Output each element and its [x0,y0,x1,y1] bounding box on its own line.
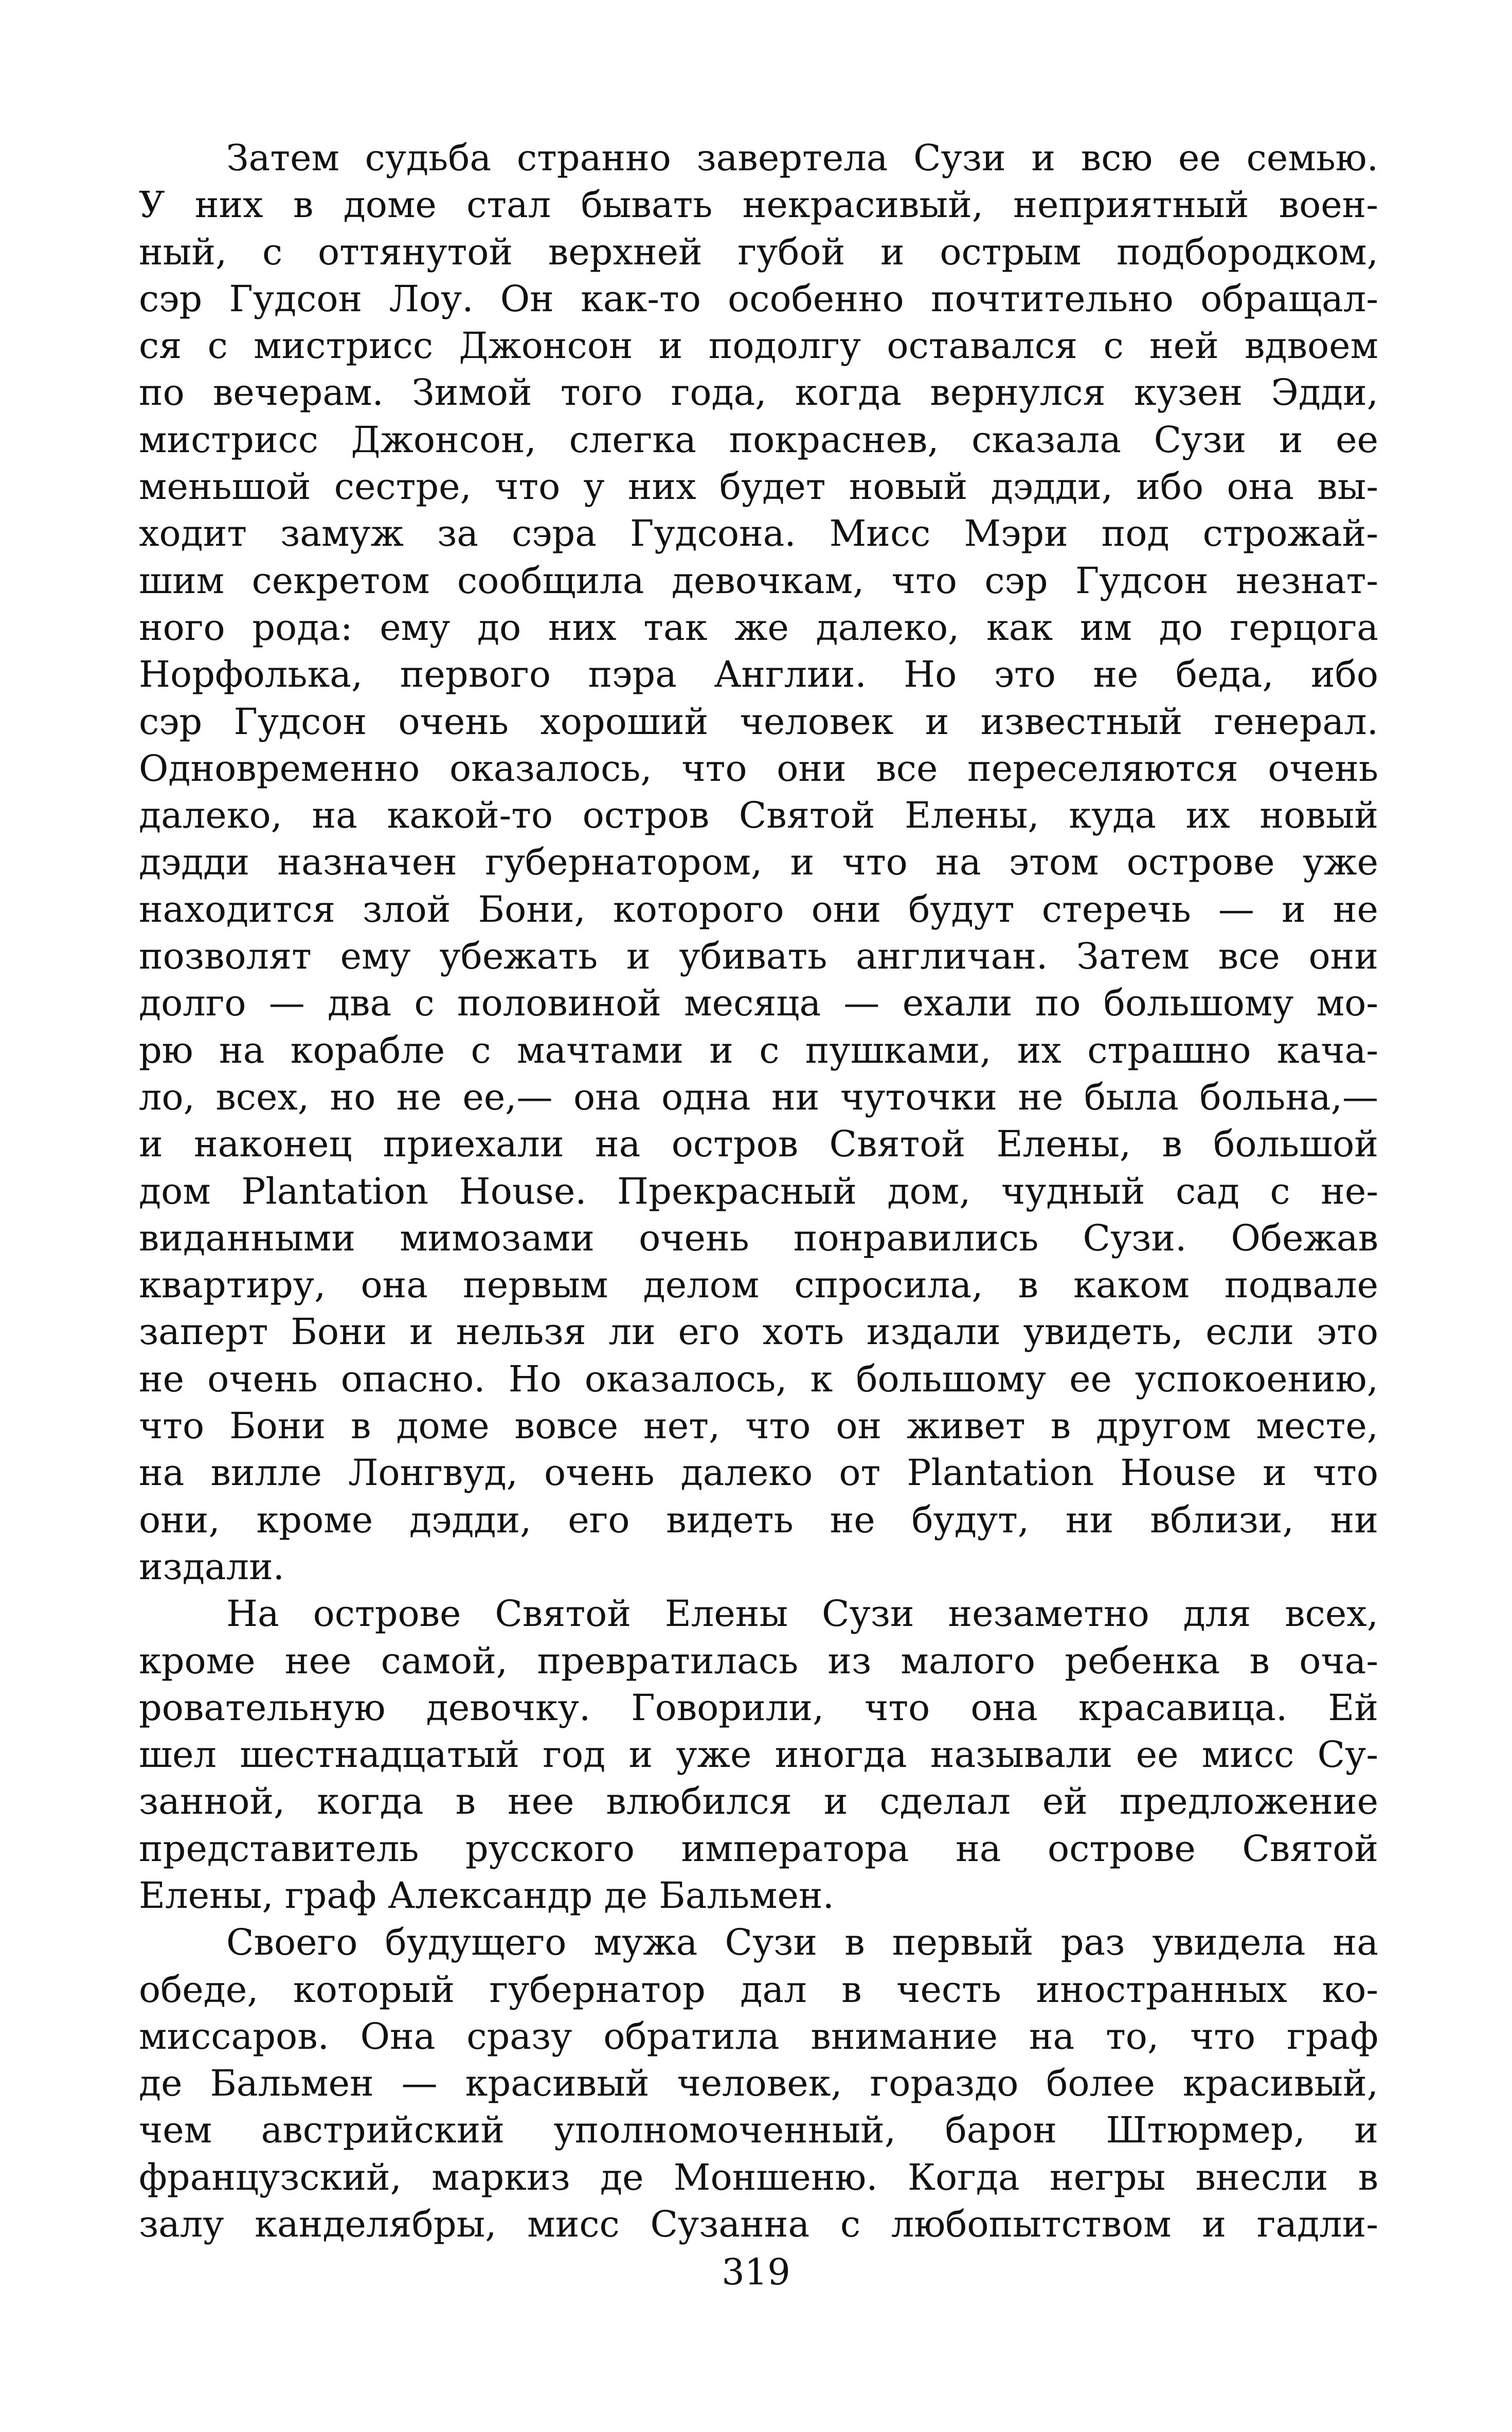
text-line: далеко, на какой-то остров Святой Елены, куда их новый [139,794,1378,837]
text-line: Одновременно оказалось, что они все переселяются очень [139,747,1378,790]
text-line: находится злой Бони, которого они будут стеречь — и не [139,888,1378,931]
text-line: долго — два с половиной месяца — ехали по большому мо- [139,982,1378,1025]
text-line: миссаров. Она сразу обратила внимание на то, что граф [139,2015,1378,2058]
text-line: ло, всех, но не ее,— она одна ни чуточки не была больна,— [139,1076,1378,1118]
text-line: и наконец приехали на остров Святой Елены, в большой [139,1123,1378,1166]
text-line: ровательную девочку. Говорили, что она красавица. Ей [139,1686,1378,1729]
text-line: шел шестнадцатый год и уже иногда называли ее мисс Су- [139,1733,1378,1776]
text-line: они, кроме дэдди, его видеть не будут, ни вблизи, ни [139,1498,1378,1541]
text-line: занной, когда в нее влюбился и сделал ей предложение [139,1780,1378,1823]
text-line: Затем судьба странно завертела Сузи и всю ее семью. [226,137,1378,179]
text-line: заперт Бони и нельзя ли его хоть издали увидеть, если это [139,1311,1378,1353]
text-line: У них в доме стал бывать некрасивый, неприятный воен- [139,184,1378,226]
text-line: дом Plantation House. Прекрасный дом, чудный сад с не- [139,1170,1378,1212]
text-line: позволят ему убежать и убивать англичан. Затем все они [139,935,1378,978]
text-line: ного рода: ему до них так же далеко, как им до герцога [139,606,1378,649]
text-line: дэдди назначен губернатором, и что на этом острове уже [139,841,1378,884]
text-line: квартиру, она первым делом спросила, в каком подвале [139,1264,1378,1307]
text-line: сэр Гудсон Лоу. Он как-то особенно почтительно обращал- [139,277,1378,320]
page-number: 319 [722,2251,790,2293]
text-line: залу канделябры, мисс Сузанна с любопытством и гадли- [139,2203,1378,2246]
body-text [139,135,1378,2248]
text-line: кроме нее самой, превратилась из малого ребенка в оча- [139,1639,1378,1682]
text-line: чем австрийский уполномоченный, барон Штюрмер, и [139,2109,1378,2152]
text-line: Своего будущего мужа Сузи в первый раз увидела на [226,1921,1378,1964]
text-line: французский, маркиз де Моншеню. Когда негры внесли в [139,2156,1378,2198]
text-line: На острове Святой Елены Сузи незаметно для всех, [226,1593,1378,1635]
text-line: обеде, который губернатор дал в честь иностранных ко- [139,1968,1378,2011]
text-line: Норфолька, первого пэра Англии. Но это не беда, ибо [139,653,1378,696]
text-line: представитель русского императора на острове Святой [139,1827,1378,1870]
text-line: рю на корабле с мачтами и с пушками, их страшно кача- [139,1029,1378,1071]
text-line: не очень опасно. Но оказалось, к большому ее успокоению, [139,1357,1378,1400]
text-line: меньшой сестре, что у них будет новый дэдди, ибо она вы- [139,466,1378,508]
text-line: ходит замуж за сэра Гудсона. Мисс Мэри под строжай- [139,512,1378,555]
text-line: ный, с оттянутой верхней губой и острым подбородком, [139,230,1378,273]
text-line: сэр Гудсон очень хороший человек и известный генерал. [139,700,1378,743]
text-line: мистрисс Джонсон, слегка покраснев, сказала Сузи и ее [139,418,1378,461]
text-line: издали. [139,1545,285,1588]
text-line: ся с мистрисс Джонсон и подолгу оставался с ней вдвоем [139,325,1378,367]
text-line: виданными мимозами очень понравились Сузи. Обежав [139,1217,1378,1259]
text-line: что Бони в доме вовсе нет, что он живет в другом месте, [139,1405,1378,1447]
text-line: по вечерам. Зимой того года, когда вернулся кузен Эдди, [139,371,1378,414]
text-line: на вилле Лонгвуд, очень далеко от Plantation House и что [139,1452,1378,1494]
text-line: Елены, граф Александр де Бальмен. [139,1874,834,1917]
text-line: де Бальмен — красивый человек, гораздо более красивый, [139,2062,1378,2105]
text-line: шим секретом сообщила девочкам, что сэр Гудсон незнат- [139,559,1378,602]
